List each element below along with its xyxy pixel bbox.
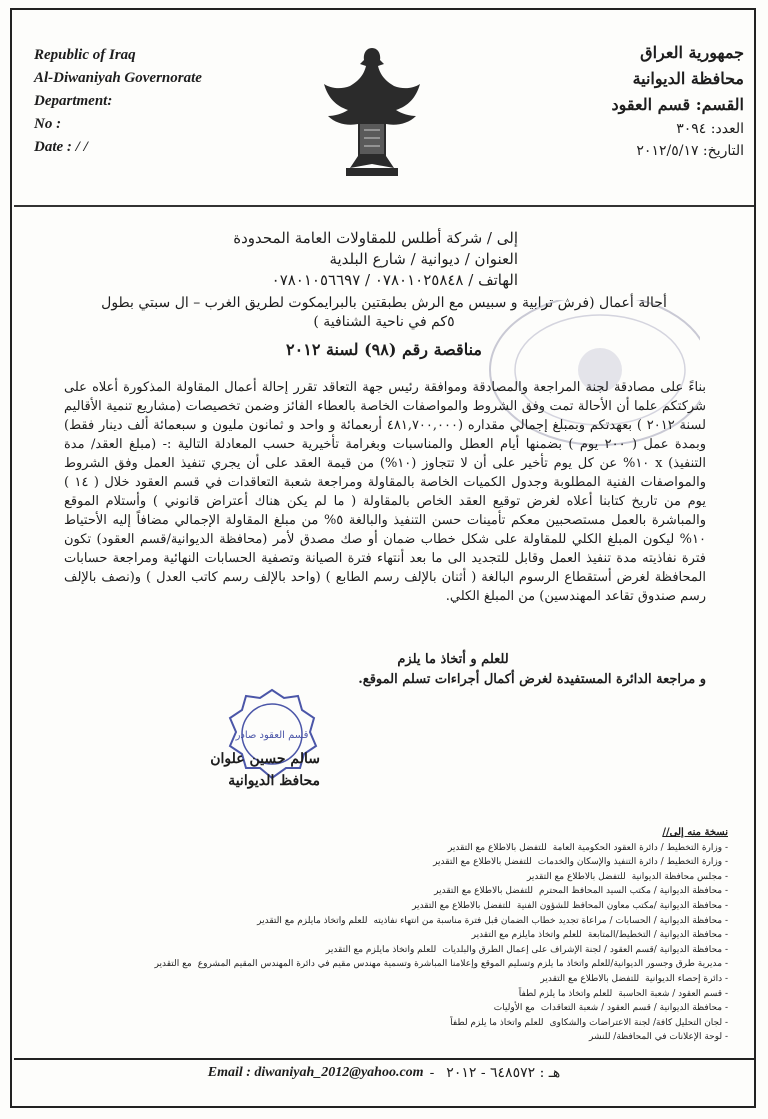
signatory-name: سالم حسين علوان [210, 751, 320, 767]
addressee-block [178, 228, 518, 291]
copy-note: مع الأوليات [493, 1003, 535, 1014]
closing-line-1: للعلم و أتخاذ ما يلزم [397, 652, 509, 667]
subject-line-2: ٥كم في ناحية الشنافية ) [313, 314, 455, 330]
copies-rows [40, 841, 728, 1045]
copy-note: للتفضل بالاطلاع مع التقدير [412, 900, 511, 911]
copy-recipient-row [40, 855, 728, 870]
copy-recipient: - وزارة التخطيط / دائرة التنفيذ والإسكان والخدمات [537, 857, 728, 868]
copy-recipient-row [40, 841, 728, 856]
signature-block [190, 748, 320, 792]
addressee-company: إلى / شركة أطلس للمقاولات العامة المحدودة [233, 229, 518, 247]
subject-line-1: أحالة أعمال (فرش ترابية و سبيس مع الرش بطبقتين بالبرايمكوت لطريق الغرب – ال سبتي بطول [101, 295, 667, 311]
tender-number: مناقصة رقم (٩٨) لسنة ٢٠١٢ [286, 340, 482, 359]
copies-heading: نسخة منه إلى// [662, 827, 728, 838]
subject-block [60, 294, 708, 332]
copy-recipient-row [40, 943, 728, 958]
copy-recipient: - قسم العقود / شعبة الحاسبة [618, 988, 728, 999]
copy-recipient-row [40, 870, 728, 885]
copy-recipient-row [40, 1030, 728, 1045]
copy-recipient: - دائرة إحصاء الديوانية [645, 973, 728, 984]
signatory-title: محافظ الديوانية [228, 773, 320, 789]
copy-recipient-row [40, 899, 728, 914]
copy-note: للعلم واتخاذ مايلزم مع التقدير [471, 930, 582, 941]
copy-note: للعلم واتخاذ ما يلزم لطفاً [450, 1017, 544, 1028]
letter-body: بناءً على مصادقة لجنة المراجعة والمصادقة وموافقة رئيس جهة التعاقد تقرر إحالة أعمال المقاولة المذكورة أعلاه على شركتكم علما أن الأحالة تمت وفق الشروط والمواصفات الخاصة بالعطاء الفائز وضمن تخصيصات (مشاريع تنمية الأقاليم لسنة ٢٠١٢ ) بعهدتكم وبمبلغ إجمالي مقداره (٤٨١,٧٠٠,٠٠٠ أربعمائة و واحد و ثمانون مليون و سبعمائة ألف دينار فقط) وبمدة عمل ( ٢٠٠ يوم ) بضمنها أيام العطل والمناسبات وبغرامة تأخيرية حسب المعادلة التالية :- (مبلغ العقد/ مدة التنفيذ) x ١٠% عن كل يوم تأخير على أن لا تتجاوز (١٠%) من قيمة العقد على أن يجري تنفيذ العمل وفق الشروط والمواصفات الفنية المطلوبة وجدول الكميات الخاصة بالمقاولة ومراجعة شعبة التعاقدات في قسم العقود خلال ( ١٤ ) يوم من تاريخ كتابنا أعلاه لغرض توقيع العقد الخاص بالمقاولة ( ما لم يكن هناك أعتراض قانوني ) وأستلام الموقع والمباشرة بالعمل مستصحبين معكم تأمينات حسن التنفيذ والبالغة ٥% من مبلغ المقاولة الإجمالي مضافاً إليه الأحتياط ١٠% ليكون المبلغ الكلي للمقاولة على شكل خطاب ضمان أو صك مصدق لأمر (محافظة الديوانية/قسم العقود) تكون فترة نفاذيته مدة تنفيذ العمل وقابل للتجديد الى ما بعد أنتهاء فترة الصيانة وتصفية الحسابات النهائية ومراجعة حسابات المحافظة لغرض أستقطاع الرسوم البالغة ( أثنان بالإلف رسم الطابع ) (واحد بالإلف رسم كاتب العدل ) و(نصف بالإلف رسم صندوق تقاعد المهندسين) من المبلغ الكلي. [64, 380, 706, 604]
copy-recipient: - محافظة الديوانية /مكتب معاون المحافظ للشؤون الفنية [516, 900, 728, 911]
footer: Email : diwaniyah_2012@yahoo.com - هـ : ٦٤٨٥٧٢ - ٢٠١٢ [207, 1065, 561, 1081]
closing-line-2: و مراجعة الدائرة المستفيدة لغرض أكمال أجراءات تسلم الموقع. [358, 672, 706, 687]
header-number: No : [34, 116, 62, 132]
copy-recipient: - محافظة الديوانية / الحسابات / مراعاة تجديد خطاب الضمان قبل فترة مناسبة من انتهاء نفاذيته [373, 915, 728, 926]
copy-note: للتفضل بالاطلاع مع التقدير [540, 973, 640, 984]
copies-list [40, 826, 728, 1045]
copy-note: للتفضل بالاطلاع مع التقدير [526, 871, 626, 882]
header-arabic-department: القسم: قسم العقود [611, 95, 744, 114]
copy-recipient-row [40, 1016, 728, 1031]
copy-note: للعلم واتخاذ مايلزم مع التقدير [257, 915, 368, 926]
copy-recipient-row [40, 957, 728, 972]
copy-recipient: - محافظة الديوانية / مكتب السيد المحافظ المحترم [538, 886, 728, 897]
copy-recipient: - محافظة الديوانية /قسم العقود / لجنة الإشراف على إعمال الطرق والبلديات [442, 944, 728, 955]
header-arabic-date: التاريخ: ٢٠١٢/٥/١٧ [636, 143, 744, 159]
copy-note: للعلم واتخاذ مايلزم مع التقدير [325, 944, 437, 955]
copy-recipient: - وزارة التخطيط / دائرة العقود الحكومية العامة [552, 842, 728, 853]
addressee-address: العنوان / ديوانية / شارع البلدية [329, 250, 518, 268]
stamp-text: قسم العقود صادر [235, 730, 309, 741]
footer-phone: هـ : ٦٤٨٥٧٢ - ٢٠١٢ [446, 1065, 561, 1081]
copy-recipient-row [40, 914, 728, 929]
eagle-emblem-icon [320, 40, 424, 180]
copy-recipient: - لوحة الإعلانات في المحافظة/ للنشر [589, 1032, 728, 1043]
header-country: Republic of Iraq [34, 47, 136, 63]
copy-recipient-row [40, 1001, 728, 1016]
copy-recipient: - محافظة الديوانية / قسم العقود / شعبة التعاقدات [540, 1003, 728, 1014]
copy-recipient: - مديرية طرق وجسور الديوانية/للعلم واتخاذ ما يلزم وتسليم الموقع وإعلامنا المباشرة وتسمية مهندس مقيم في دائرة المهندس المقيم المشروع [197, 959, 728, 970]
copy-recipient-row [40, 972, 728, 987]
header-arabic-governorate: محافظة الديوانية [632, 69, 744, 88]
header-arabic-block [612, 40, 744, 162]
header-date: Date : / / [34, 139, 88, 155]
copy-note: للتفضل بالاطلاع مع التقدير [447, 842, 547, 853]
closing-block [200, 650, 706, 690]
header-english-block [34, 44, 202, 159]
copy-recipient-row [40, 987, 728, 1002]
copy-recipient-row [40, 884, 728, 899]
copy-note: للتفضل بالاطلاع مع التقدير [434, 886, 533, 897]
copy-recipient: - مجلس محافظة الديوانية [631, 871, 728, 882]
header-department: Department: [34, 93, 113, 109]
copy-note: للعلم واتخاذ ما يلزم لطفاً [518, 988, 613, 999]
copy-recipient-row [40, 928, 728, 943]
footer-email: Email : diwaniyah_2012@yahoo.com [207, 1065, 424, 1080]
addressee-phone: الهاتف / ٠٧٨٠١٠٢٥٨٤٨ / ٠٧٨٠١٠٥٦٦٩٧ [271, 271, 518, 289]
header-arabic-number: العدد: ٣٠٩٤ [676, 121, 744, 137]
header-arabic-country: جمهورية العراق [640, 43, 744, 62]
copy-note: مع التقدير [154, 959, 192, 970]
header-governorate: Al-Diwaniyah Governorate [34, 70, 202, 86]
header-divider [14, 205, 754, 207]
copy-recipient: - محافظة الديوانية / التخطيط/المتابعة [587, 930, 728, 941]
copy-note: للتفضل بالاطلاع مع التقدير [433, 857, 532, 868]
copy-recipient: - لجان التحليل كافة/ لجنة الاعتراضات والشكاوى [549, 1017, 728, 1028]
